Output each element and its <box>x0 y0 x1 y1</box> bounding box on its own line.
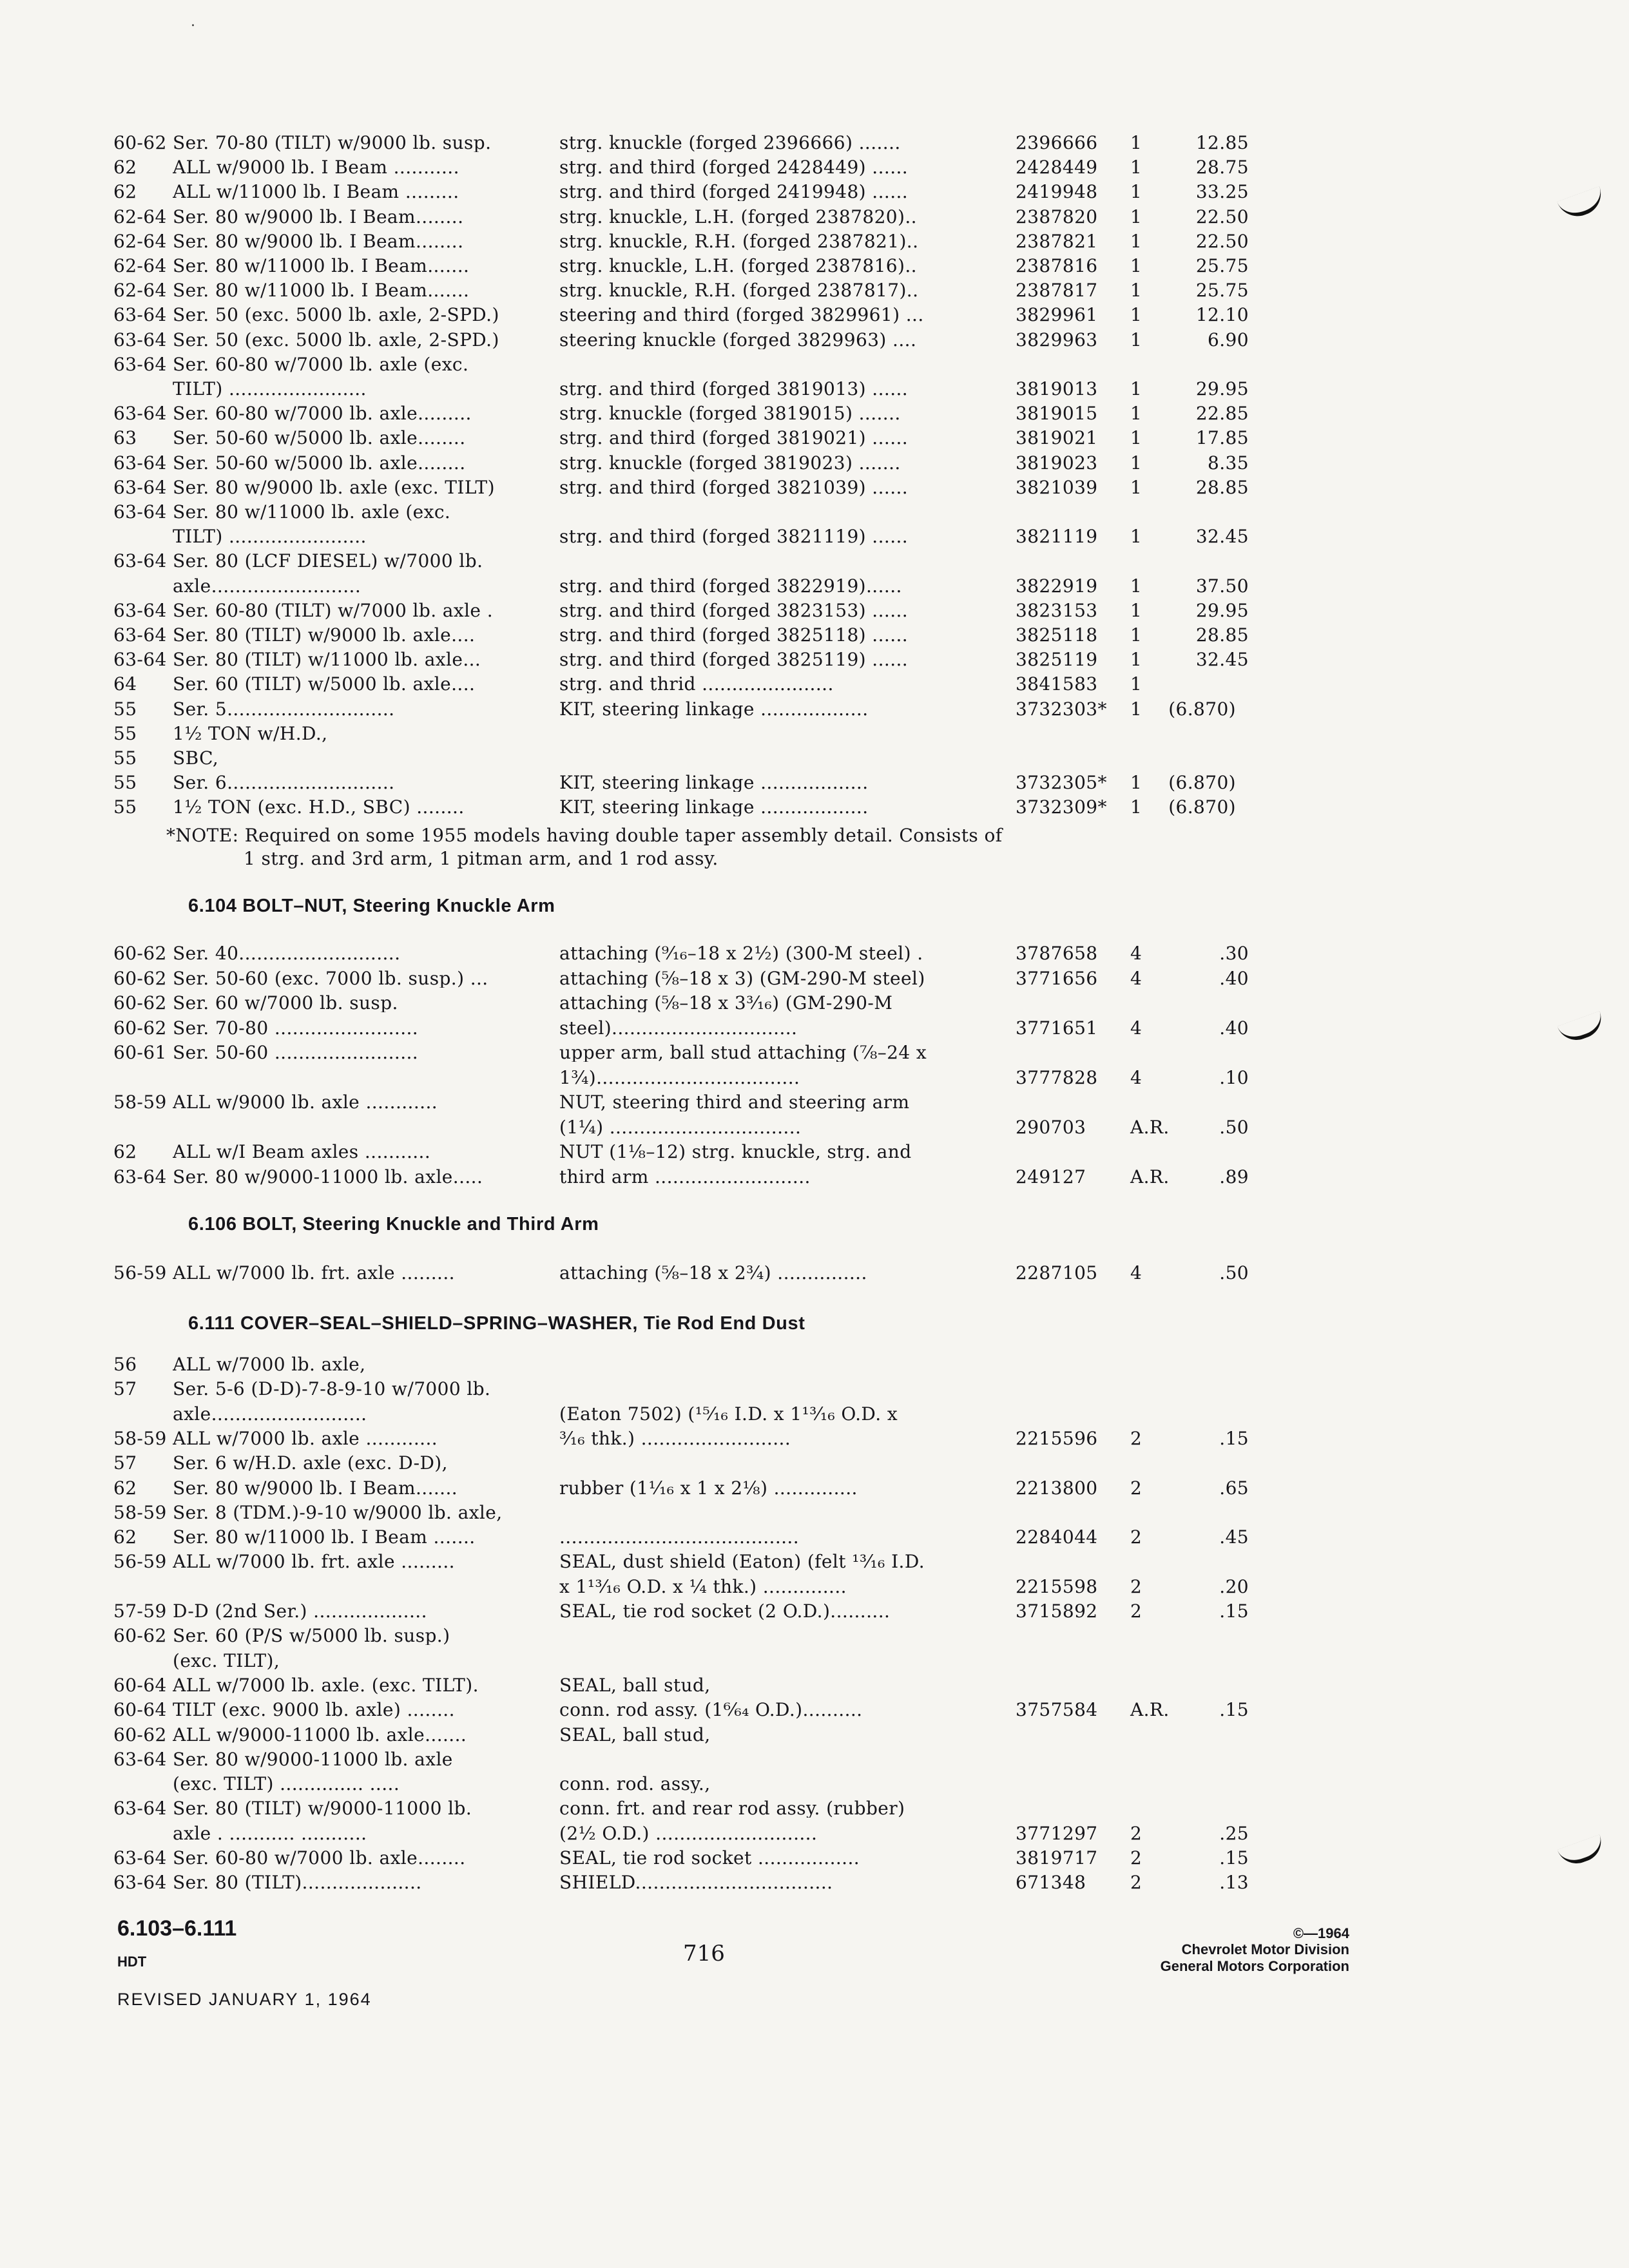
price-cell: 28.85 <box>1195 624 1249 646</box>
quantity-cell: 1 <box>1130 378 1142 399</box>
quantity-cell: 2 <box>1130 1427 1142 1449</box>
footer-publisher <box>1161 1925 1349 1974</box>
model-cell: Ser. 60-80 w/7000 lb. axle (exc. <box>173 355 469 374</box>
price-cell: (6.870) <box>1168 772 1236 794</box>
part-number-cell: 3823153 <box>1016 599 1098 621</box>
description-cell: 1¾).................................. <box>559 1068 800 1087</box>
price-cell: .15 <box>1219 1427 1249 1449</box>
quantity-cell: 2 <box>1130 1822 1142 1844</box>
model-cell: Ser. 60-80 w/7000 lb. axle......... <box>173 405 472 423</box>
year-cell: 63 <box>113 427 137 449</box>
price-cell: .45 <box>1219 1526 1249 1548</box>
model-cell: (exc. TILT) .............. ..... <box>173 1775 400 1794</box>
model-cell: Ser. 80 w/11000 lb. I Beam....... <box>173 282 470 300</box>
part-number-cell: 3821039 <box>1016 476 1098 498</box>
model-cell: 1½ TON (exc. H.D., SBC) ........ <box>173 798 465 817</box>
quantity-cell: A.R. <box>1130 1166 1170 1187</box>
price-cell: .50 <box>1219 1116 1249 1138</box>
footer-division: Chevrolet Motor Division <box>1181 1941 1349 1958</box>
model-cell: axle.......................... <box>173 1405 367 1423</box>
model-cell: Ser. 40........................... <box>173 945 401 963</box>
price-cell: .15 <box>1219 1600 1249 1622</box>
year-cell: 55 <box>113 747 137 769</box>
part-number-cell: 3732309* <box>1016 796 1107 818</box>
quantity-cell: 1 <box>1130 329 1142 351</box>
quantity-cell: 2 <box>1130 1847 1142 1869</box>
model-cell: ALL w/7000 lb. axle, <box>173 1356 366 1374</box>
part-number-cell: 3822919 <box>1016 575 1098 597</box>
description-cell: upper arm, ball stud attaching (⅞–24 x <box>559 1044 927 1062</box>
model-cell: Ser. 80 w/9000-11000 lb. axle..... <box>173 1168 483 1186</box>
price-cell: 32.45 <box>1195 649 1249 671</box>
model-cell: ALL w/7000 lb. frt. axle ......... <box>173 1264 455 1282</box>
price-cell: 33.25 <box>1195 181 1249 203</box>
description-cell: conn. rod assy. (1⁶⁄₆₄ O.D.).......... <box>559 1701 863 1720</box>
footer-section-range: 6.103–6.111 <box>117 1916 237 1941</box>
price-cell: 32.45 <box>1195 526 1249 548</box>
price-cell: 8.35 <box>1208 452 1249 474</box>
year-cell: 57 <box>113 1378 137 1400</box>
year-cell: 58-59 <box>113 1427 167 1449</box>
description-cell: strg. knuckle, L.H. (forged 2387820).. <box>559 207 917 226</box>
model-cell: Ser. 50-60 (exc. 7000 lb. susp.) ... <box>173 969 488 988</box>
description-cell: attaching (⅝–18 x 3) (GM-290-M steel) <box>559 969 925 988</box>
year-cell: 60-62 <box>113 992 167 1014</box>
price-cell: 6.90 <box>1208 329 1249 351</box>
part-number-cell: 3771297 <box>1016 1822 1098 1844</box>
price-cell: 22.50 <box>1195 230 1249 252</box>
part-number-cell: 2287105 <box>1016 1262 1098 1283</box>
margin-mark <box>1557 186 1606 222</box>
year-cell: 60-61 <box>113 1042 167 1063</box>
year-cell: 64 <box>113 673 137 695</box>
quantity-cell: 2 <box>1130 1872 1142 1894</box>
year-cell: 63-64 <box>113 353 167 375</box>
description-cell: SEAL, tie rod socket ................. <box>559 1849 860 1867</box>
model-cell: axle . ........... ........... <box>173 1824 367 1843</box>
model-cell: Ser. 80 w/9000-11000 lb. axle <box>173 1750 453 1769</box>
model-cell: Ser. 50 (exc. 5000 lb. axle, 2-SPD.) <box>173 331 499 349</box>
price-cell: .10 <box>1219 1066 1249 1088</box>
description-cell: SEAL, ball stud, <box>559 1725 711 1744</box>
quantity-cell: 1 <box>1130 599 1142 621</box>
model-cell: Ser. 50-60 ........................ <box>173 1044 419 1062</box>
year-cell: 62 <box>113 157 137 178</box>
model-cell: Ser. 50-60 w/5000 lb. axle........ <box>173 454 466 472</box>
description-cell: steering knuckle (forged 3829963) .... <box>559 331 917 349</box>
quantity-cell: 1 <box>1130 403 1142 425</box>
part-number-cell: 3819015 <box>1016 403 1098 425</box>
description-cell: strg. and third (forged 3819021) ...... <box>559 429 909 448</box>
model-cell: ALL w/11000 lb. I Beam ......... <box>173 183 459 202</box>
model-cell: ALL w/7000 lb. axle ............ <box>173 1429 438 1448</box>
year-cell: 55 <box>113 796 137 818</box>
price-cell: .15 <box>1219 1699 1249 1721</box>
description-cell: ........................................ <box>559 1528 800 1547</box>
model-cell: SBC, <box>173 749 219 767</box>
part-number-cell: 671348 <box>1016 1872 1086 1894</box>
part-number-cell: 3819717 <box>1016 1847 1098 1869</box>
description-cell: KIT, steering linkage .................. <box>559 700 869 718</box>
model-cell: Ser. 5............................ <box>173 700 395 718</box>
price-cell: .50 <box>1219 1262 1249 1283</box>
description-cell: KIT, steering linkage .................. <box>559 798 869 817</box>
quantity-cell: 2 <box>1130 1600 1142 1622</box>
part-number-cell: 3757584 <box>1016 1699 1098 1721</box>
year-cell: 63-64 <box>113 452 167 474</box>
year-cell: 60-62 <box>113 132 167 153</box>
description-cell: conn. rod. assy., <box>559 1775 711 1794</box>
description-cell: strg. and third (forged 3821119) ...... <box>559 528 909 546</box>
part-number-cell: 2215598 <box>1016 1575 1098 1597</box>
quantity-cell: 1 <box>1130 181 1142 203</box>
part-number-cell: 2387821 <box>1016 230 1098 252</box>
price-cell: .13 <box>1219 1872 1249 1894</box>
price-cell: (6.870) <box>1168 796 1236 818</box>
model-cell: Ser. 8 (TDM.)-9-10 w/9000 lb. axle, <box>173 1503 503 1522</box>
quantity-cell: 1 <box>1130 698 1142 720</box>
part-number-cell: 2213800 <box>1016 1477 1098 1499</box>
year-cell: 62 <box>113 1477 137 1499</box>
quantity-cell: 1 <box>1130 526 1142 548</box>
year-cell: 55 <box>113 772 137 794</box>
model-cell: Ser. 50-60 w/5000 lb. axle........ <box>173 429 466 448</box>
model-cell: TILT (exc. 9000 lb. axle) ........ <box>173 1701 455 1720</box>
quantity-cell: 1 <box>1130 132 1142 153</box>
model-cell: Ser. 6............................ <box>173 774 395 793</box>
scan-speck: · <box>191 18 195 34</box>
year-cell: 60-62 <box>113 1724 167 1745</box>
model-cell: Ser. 80 w/9000 lb. I Beam........ <box>173 207 464 226</box>
part-number-cell: 2428449 <box>1016 157 1098 178</box>
part-number-cell: 3771656 <box>1016 967 1098 989</box>
price-cell: 25.75 <box>1195 255 1249 276</box>
description-cell: SEAL, tie rod socket (2 O.D.).......... <box>559 1602 891 1620</box>
year-cell: 63-64 <box>113 403 167 425</box>
quantity-cell: 1 <box>1130 452 1142 474</box>
model-cell: Ser. 80 w/9000 lb. I Beam........ <box>173 232 464 251</box>
model-cell: Ser. 80 w/9000 lb. axle (exc. TILT) <box>173 478 495 497</box>
year-cell: 58-59 <box>113 1501 167 1523</box>
year-cell: 62-64 <box>113 280 167 302</box>
year-cell: 63-64 <box>113 501 167 523</box>
model-cell: Ser. 80 w/11000 lb. I Beam....... <box>173 257 470 275</box>
year-cell: 63-64 <box>113 649 167 671</box>
part-number-cell: 2387816 <box>1016 255 1098 276</box>
year-cell: 63-64 <box>113 624 167 646</box>
model-cell: Ser. 6 w/H.D. axle (exc. D-D), <box>173 1454 448 1473</box>
quantity-cell: 4 <box>1130 1262 1142 1283</box>
year-cell: 56 <box>113 1354 137 1375</box>
model-cell: Ser. 70-80 (TILT) w/9000 lb. susp. <box>173 134 492 152</box>
year-cell: 60-62 <box>113 967 167 989</box>
footer-series-code: HDT <box>117 1954 147 1970</box>
price-cell: 37.50 <box>1195 575 1249 597</box>
price-cell: 17.85 <box>1195 427 1249 449</box>
quantity-cell: 1 <box>1130 476 1142 498</box>
year-cell: 63-64 <box>113 329 167 351</box>
footer-copyright: ©—1964 <box>1293 1925 1349 1941</box>
description-cell: strg. knuckle (forged 3819015) ....... <box>559 405 901 423</box>
section-heading-6-104: 6.104 BOLT–NUT, Steering Knuckle Arm <box>188 896 555 916</box>
description-cell: strg. and third (forged 2428449) ...... <box>559 159 909 177</box>
description-cell: conn. frt. and rear rod assy. (rubber) <box>559 1800 905 1818</box>
part-number-cell: 3715892 <box>1016 1600 1098 1622</box>
part-number-cell: 3825118 <box>1016 624 1098 646</box>
description-cell: strg. knuckle, L.H. (forged 2387816).. <box>559 257 917 275</box>
year-cell: 57 <box>113 1452 137 1474</box>
quantity-cell: 1 <box>1130 304 1142 326</box>
model-cell: Ser. 80 w/11000 lb. I Beam ....... <box>173 1528 476 1547</box>
description-cell: steel)............................... <box>559 1019 798 1037</box>
model-cell: Ser. 50 (exc. 5000 lb. axle, 2-SPD.) <box>173 306 499 325</box>
description-cell: strg. and thrid ...................... <box>559 675 834 694</box>
model-cell: TILT) ....................... <box>173 380 367 398</box>
year-cell: 60-64 <box>113 1674 167 1696</box>
model-cell: Ser. 60-80 w/7000 lb. axle........ <box>173 1849 466 1867</box>
quantity-cell: 1 <box>1130 280 1142 302</box>
year-cell: 60-62 <box>113 1625 167 1647</box>
page-number: 716 <box>683 1941 725 1966</box>
description-cell: rubber (1¹⁄₁₆ x 1 x 2⅛) .............. <box>559 1479 858 1497</box>
section-heading-6-106: 6.106 BOLT, Steering Knuckle and Third Arm <box>188 1214 599 1235</box>
part-number-cell: 3771651 <box>1016 1017 1098 1039</box>
part-number-cell: 3829963 <box>1016 329 1098 351</box>
part-number-cell: 3829961 <box>1016 304 1098 326</box>
model-cell: Ser. 80 w/9000 lb. I Beam....... <box>173 1479 458 1497</box>
year-cell: 63-64 <box>113 304 167 326</box>
description-cell: (1¼) ................................ <box>559 1118 802 1137</box>
part-number-cell: 3787658 <box>1016 943 1098 964</box>
model-cell: ALL w/9000 lb. axle ............ <box>173 1093 438 1111</box>
part-number-cell: 3732303* <box>1016 698 1107 720</box>
model-cell: axle......................... <box>173 577 361 595</box>
model-cell: Ser. 80 (TILT) w/9000-11000 lb. <box>173 1800 472 1818</box>
quantity-cell: 4 <box>1130 967 1142 989</box>
description-cell: strg. knuckle, R.H. (forged 2387821).. <box>559 232 919 251</box>
footer-corporation: General Motors Corporation <box>1160 1957 1349 1974</box>
part-number-cell: 2284044 <box>1016 1526 1098 1548</box>
year-cell: 60-62 <box>113 943 167 964</box>
price-cell: .30 <box>1219 943 1249 964</box>
quantity-cell: 1 <box>1130 427 1142 449</box>
description-cell: strg. and third (forged 3821039) ...... <box>559 478 909 497</box>
year-cell: 62 <box>113 181 137 203</box>
price-cell: 29.95 <box>1195 599 1249 621</box>
year-cell: 62 <box>113 1526 137 1548</box>
year-cell: 63-64 <box>113 1748 167 1770</box>
part-number-cell: 3819021 <box>1016 427 1098 449</box>
price-cell: .89 <box>1219 1166 1249 1187</box>
part-number-cell: 3821119 <box>1016 526 1098 548</box>
year-cell: 57-59 <box>113 1600 167 1622</box>
description-cell: strg. and third (forged 3822919)...... <box>559 577 902 595</box>
part-number-cell: 3777828 <box>1016 1066 1098 1088</box>
year-cell: 58-59 <box>113 1091 167 1113</box>
model-cell: 1½ TON w/H.D., <box>173 724 328 743</box>
year-cell: 55 <box>113 698 137 720</box>
price-cell: 12.10 <box>1195 304 1249 326</box>
year-cell: 63-64 <box>113 1847 167 1869</box>
quantity-cell: A.R. <box>1130 1116 1170 1138</box>
price-cell: 29.95 <box>1195 378 1249 399</box>
description-cell: attaching (⅝–18 x 2¾) ............... <box>559 1264 867 1282</box>
description-cell: strg. knuckle, R.H. (forged 2387817).. <box>559 282 919 300</box>
model-cell: Ser. 80 (TILT) w/9000 lb. axle.... <box>173 626 476 644</box>
description-cell: x 1¹³⁄₁₆ O.D. x ¼ thk.) .............. <box>559 1577 847 1596</box>
quantity-cell: 1 <box>1130 206 1142 227</box>
description-cell: attaching (⅝–18 x 3³⁄₁₆) (GM-290-M <box>559 994 893 1012</box>
model-cell: Ser. 60-80 (TILT) w/7000 lb. axle . <box>173 601 493 620</box>
price-cell: 22.50 <box>1195 206 1249 227</box>
part-number-cell: 3819023 <box>1016 452 1098 474</box>
quantity-cell: 1 <box>1130 230 1142 252</box>
description-cell: NUT, steering third and steering arm <box>559 1093 910 1111</box>
year-cell: 56-59 <box>113 1551 167 1573</box>
description-cell: SHIELD................................. <box>559 1874 833 1892</box>
description-cell: strg. knuckle (forged 2396666) ....... <box>559 134 901 152</box>
year-cell: 60-62 <box>113 1017 167 1039</box>
model-cell: Ser. 60 (TILT) w/5000 lb. axle.... <box>173 675 476 694</box>
description-cell: strg. and third (forged 3825119) ...... <box>559 651 909 669</box>
year-cell: 62-64 <box>113 255 167 276</box>
part-number-cell: 2387820 <box>1016 206 1098 227</box>
description-cell: (2½ O.D.) ........................... <box>559 1824 818 1843</box>
margin-mark <box>1557 1011 1607 1046</box>
description-cell: strg. and third (forged 3819013) ...... <box>559 380 909 398</box>
price-cell: .25 <box>1219 1822 1249 1844</box>
model-cell: Ser. 60 w/7000 lb. susp. <box>173 994 398 1012</box>
part-number-cell: 2396666 <box>1016 132 1098 153</box>
model-cell: Ser. 80 (LCF DIESEL) w/7000 lb. <box>173 552 483 571</box>
description-cell: attaching (⁹⁄₁₆–18 x 2½) (300-M steel) . <box>559 945 923 963</box>
price-cell: .40 <box>1219 1017 1249 1039</box>
year-cell: 63-64 <box>113 476 167 498</box>
model-cell: ALL w/9000 lb. I Beam ........... <box>173 159 459 177</box>
quantity-cell: 1 <box>1130 575 1142 597</box>
quantity-cell: 1 <box>1130 772 1142 794</box>
quantity-cell: 1 <box>1130 157 1142 178</box>
description-cell: KIT, steering linkage .................. <box>559 774 869 793</box>
price-cell: 28.75 <box>1195 157 1249 178</box>
section-heading-6-111: 6.111 COVER–SEAL–SHIELD–SPRING–WASHER, Tie Rod End Dust <box>188 1313 805 1334</box>
model-cell: (exc. TILT), <box>173 1651 280 1670</box>
part-number-cell: 2419948 <box>1016 181 1098 203</box>
price-cell: .65 <box>1219 1477 1249 1499</box>
quantity-cell: 4 <box>1130 943 1142 964</box>
quantity-cell: 1 <box>1130 796 1142 818</box>
price-cell: 22.85 <box>1195 403 1249 425</box>
model-cell: D-D (2nd Ser.) ................... <box>173 1602 427 1620</box>
model-cell: Ser. 5-6 (D-D)-7-8-9-10 w/7000 lb. <box>173 1380 491 1399</box>
description-cell: strg. and third (forged 2419948) ...... <box>559 183 909 202</box>
part-number-cell: 3825119 <box>1016 649 1098 671</box>
year-cell: 56-59 <box>113 1262 167 1283</box>
quantity-cell: 1 <box>1130 649 1142 671</box>
year-cell: 62 <box>113 1141 137 1162</box>
part-number-cell: 249127 <box>1016 1166 1086 1187</box>
quantity-cell: 4 <box>1130 1066 1142 1088</box>
part-number-cell: 2387817 <box>1016 280 1098 302</box>
description-cell: strg. and third (forged 3825118) ...... <box>559 626 909 644</box>
price-cell: 25.75 <box>1195 280 1249 302</box>
model-cell: Ser. 60 (P/S w/5000 lb. susp.) <box>173 1627 450 1646</box>
year-cell: 55 <box>113 722 137 744</box>
model-cell: ALL w/7000 lb. axle. (exc. TILT). <box>173 1676 479 1695</box>
year-cell: 63-64 <box>113 1166 167 1187</box>
quantity-cell: 2 <box>1130 1477 1142 1499</box>
price-cell: 28.85 <box>1195 476 1249 498</box>
quantity-cell: 2 <box>1130 1575 1142 1597</box>
description-cell: SEAL, ball stud, <box>559 1676 711 1695</box>
description-cell: ³⁄₁₆ thk.) ......................... <box>559 1429 791 1448</box>
quantity-cell: 4 <box>1130 1017 1142 1039</box>
quantity-cell: 2 <box>1130 1526 1142 1548</box>
year-cell: 62-64 <box>113 230 167 252</box>
year-cell: 63-64 <box>113 1872 167 1894</box>
quantity-cell: 1 <box>1130 255 1142 276</box>
year-cell: 63-64 <box>113 599 167 621</box>
part-number-cell: 290703 <box>1016 1116 1086 1138</box>
model-cell: TILT) ....................... <box>173 528 367 546</box>
part-number-cell: 2215596 <box>1016 1427 1098 1449</box>
description-cell: third arm .......................... <box>559 1168 811 1186</box>
model-cell: ALL w/9000-11000 lb. axle....... <box>173 1725 467 1744</box>
price-cell: 12.85 <box>1195 132 1249 153</box>
description-cell: strg. knuckle (forged 3819023) ....... <box>559 454 901 472</box>
footnote-line-1: *NOTE: Required on some 1955 models having double taper assembly detail. Consists of <box>166 825 1003 846</box>
year-cell: 62-64 <box>113 206 167 227</box>
part-number-cell: 3732305* <box>1016 772 1107 794</box>
footer-revised-date: REVISED JANUARY 1, 1964 <box>117 1990 372 2009</box>
year-cell: 60-64 <box>113 1699 167 1721</box>
quantity-cell: 1 <box>1130 673 1142 695</box>
margin-mark <box>1557 1834 1607 1869</box>
model-cell: Ser. 70-80 ........................ <box>173 1019 419 1037</box>
model-cell: ALL w/7000 lb. frt. axle ......... <box>173 1553 455 1571</box>
model-cell: Ser. 80 (TILT) w/11000 lb. axle... <box>173 651 481 669</box>
price-cell: .40 <box>1219 967 1249 989</box>
part-number-cell: 3819013 <box>1016 378 1098 399</box>
quantity-cell: A.R. <box>1130 1699 1170 1721</box>
model-cell: Ser. 80 (TILT).................... <box>173 1874 422 1892</box>
year-cell: 63-64 <box>113 550 167 572</box>
footnote-line-2: 1 strg. and 3rd arm, 1 pitman arm, and 1 rod assy. <box>244 848 718 869</box>
model-cell: Ser. 80 w/11000 lb. axle (exc. <box>173 503 451 521</box>
price-cell: (6.870) <box>1168 698 1236 720</box>
year-cell: 63-64 <box>113 1798 167 1820</box>
description-cell: NUT (1⅛–12) strg. knuckle, strg. and <box>559 1143 912 1161</box>
description-cell: steering and third (forged 3829961) ... <box>559 306 924 325</box>
description-cell: (Eaton 7502) (¹⁵⁄₁₆ I.D. x 1¹³⁄₁₆ O.D. x <box>559 1405 898 1423</box>
model-cell: ALL w/I Beam axles ........... <box>173 1143 431 1161</box>
description-cell: strg. and third (forged 3823153) ...... <box>559 601 909 620</box>
price-cell: .15 <box>1219 1847 1249 1869</box>
description-cell: SEAL, dust shield (Eaton) (felt ¹³⁄₁₆ I.D. <box>559 1553 925 1571</box>
price-cell: .20 <box>1219 1575 1249 1597</box>
quantity-cell: 1 <box>1130 624 1142 646</box>
part-number-cell: 3841583 <box>1016 673 1098 695</box>
